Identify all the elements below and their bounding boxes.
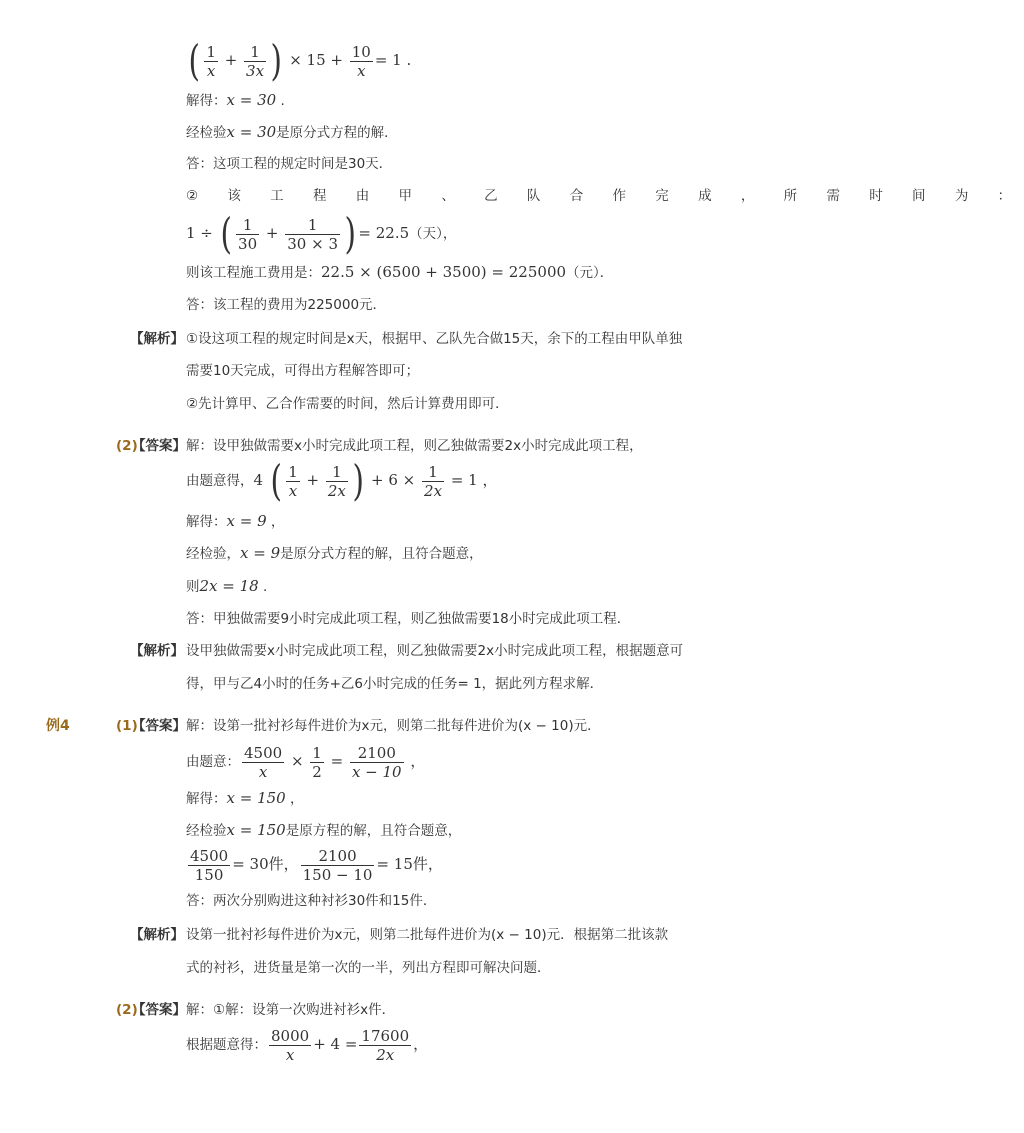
- question-number-ex4-1: (1): [116, 718, 138, 734]
- analysis-1-line-2: 需要10天完成，可得出方程解答即可；: [186, 363, 420, 379]
- ex4-2-line-1: 解：①解：设第一次购进衬衫x件．: [186, 1002, 396, 1018]
- check-line-1: 经检验x = 30是原分式方程的解．: [186, 123, 398, 141]
- analysis-3-line-1: 设第一批衬衫每件进价为x元，则第二批每件进价为(x − 10)元．根据第二批该款: [186, 927, 669, 943]
- analysis-2-line-1: 设甲独做需要x小时完成此项工程，则乙独做需要2x小时完成此项工程，根据题意可: [186, 643, 684, 659]
- equation-1: ( $\frac{1}{x}$ + $\frac{1}{3x}$ ) × 15 + $\frac{10}{x}$ = 1 .: [188, 36, 412, 85]
- cost-line: 则该工程施工费用是：22.5 × (6500 + 3500) = 225000（元）．: [186, 263, 614, 281]
- answer-line-1: 答：这项工程的规定时间是30天．: [186, 156, 393, 172]
- question-number-2: (2): [116, 438, 138, 454]
- equation-5: 根据题意得： $\frac{8000}{x}$ + 4 = $\frac{17600}{2x}$ ，: [186, 1026, 429, 1064]
- equation-4: 由题意： $\frac{4500}{x}$ × $\frac{1}{2}$ = $\frac{2100}{x - 10}$ ，: [186, 743, 426, 781]
- cost-answer: 答：该工程的费用为225000元．: [186, 297, 387, 313]
- then-line: 则2x = 18 .: [186, 577, 268, 595]
- example-label: 例4: [46, 718, 70, 734]
- analysis-tag-2: 【解析】: [130, 643, 184, 659]
- analysis-1-line-1: ①设这项工程的规定时间是x天，根据甲、乙队先合做15天，余下的工程由甲队单独: [186, 331, 683, 347]
- analysis-tag-1: 【解析】: [130, 331, 184, 347]
- result-fractions: $\frac{4500}{150}$ = 30件， $\frac{2100}{150 - 10}$ = 15件，: [190, 846, 443, 884]
- solve-line-1: 解得：x = 30 .: [186, 91, 285, 109]
- answer-tag-2: 【答案】: [132, 438, 186, 454]
- answer-tag-ex4-2: 【答案】: [132, 1002, 186, 1018]
- analysis-tag-3: 【解析】: [130, 927, 184, 943]
- solve-line-2: 解得：x = 9 ，: [186, 512, 285, 530]
- equation-2: 1 ÷ ( $\frac{1}{30}$ + $\frac{1}{30 \times 3}$ ) = 22.5（天），: [186, 209, 457, 258]
- equation-3: 由题意得，4 ( $\frac{1}{x}$ + $\frac{1}{2x}$ ) + 6 × $\frac{1}{2x}$ = 1 ，: [186, 456, 498, 505]
- analysis-1-line-3: ②先计算甲、乙合作需要的时间，然后计算费用即可．: [186, 396, 509, 412]
- analysis-2-line-2: 得，甲与乙4小时的任务+乙6小时完成的任务= 1，据此列方程求解．: [186, 676, 604, 692]
- analysis-3-line-2: 式的衬衫，进货量是第一次的一半，列出方程即可解决问题．: [186, 960, 551, 976]
- check-line-3: 经检验x = 150是原方程的解，且符合题意，: [186, 821, 462, 839]
- ex4-line-1: 解：设第一批衬衫每件进价为x元，则第二批每件进价为(x − 10)元．: [186, 718, 601, 734]
- answer-line-3: 答：两次分别购进这种衬衫30件和15件．: [186, 893, 437, 909]
- question-number-ex4-2: (2): [116, 1002, 138, 1018]
- answer-line-2: 答：甲独做需要9小时完成此项工程，则乙独做需要18小时完成此项工程．: [186, 611, 631, 627]
- solve-line-3: 解得：x = 150 ，: [186, 789, 304, 807]
- q2-line-1: 解：设甲独做需要x小时完成此项工程，则乙独做需要2x小时完成此项工程，: [186, 438, 643, 454]
- check-line-2: 经检验，x = 9是原分式方程的解，且符合题意，: [186, 544, 483, 562]
- answer-tag-ex4-1: 【答案】: [132, 718, 186, 734]
- part2-intro: ② 该 工 程 由 甲 、 乙 队 合 作 完 成 ， 所 需 时 间 为 ：: [186, 188, 1024, 204]
